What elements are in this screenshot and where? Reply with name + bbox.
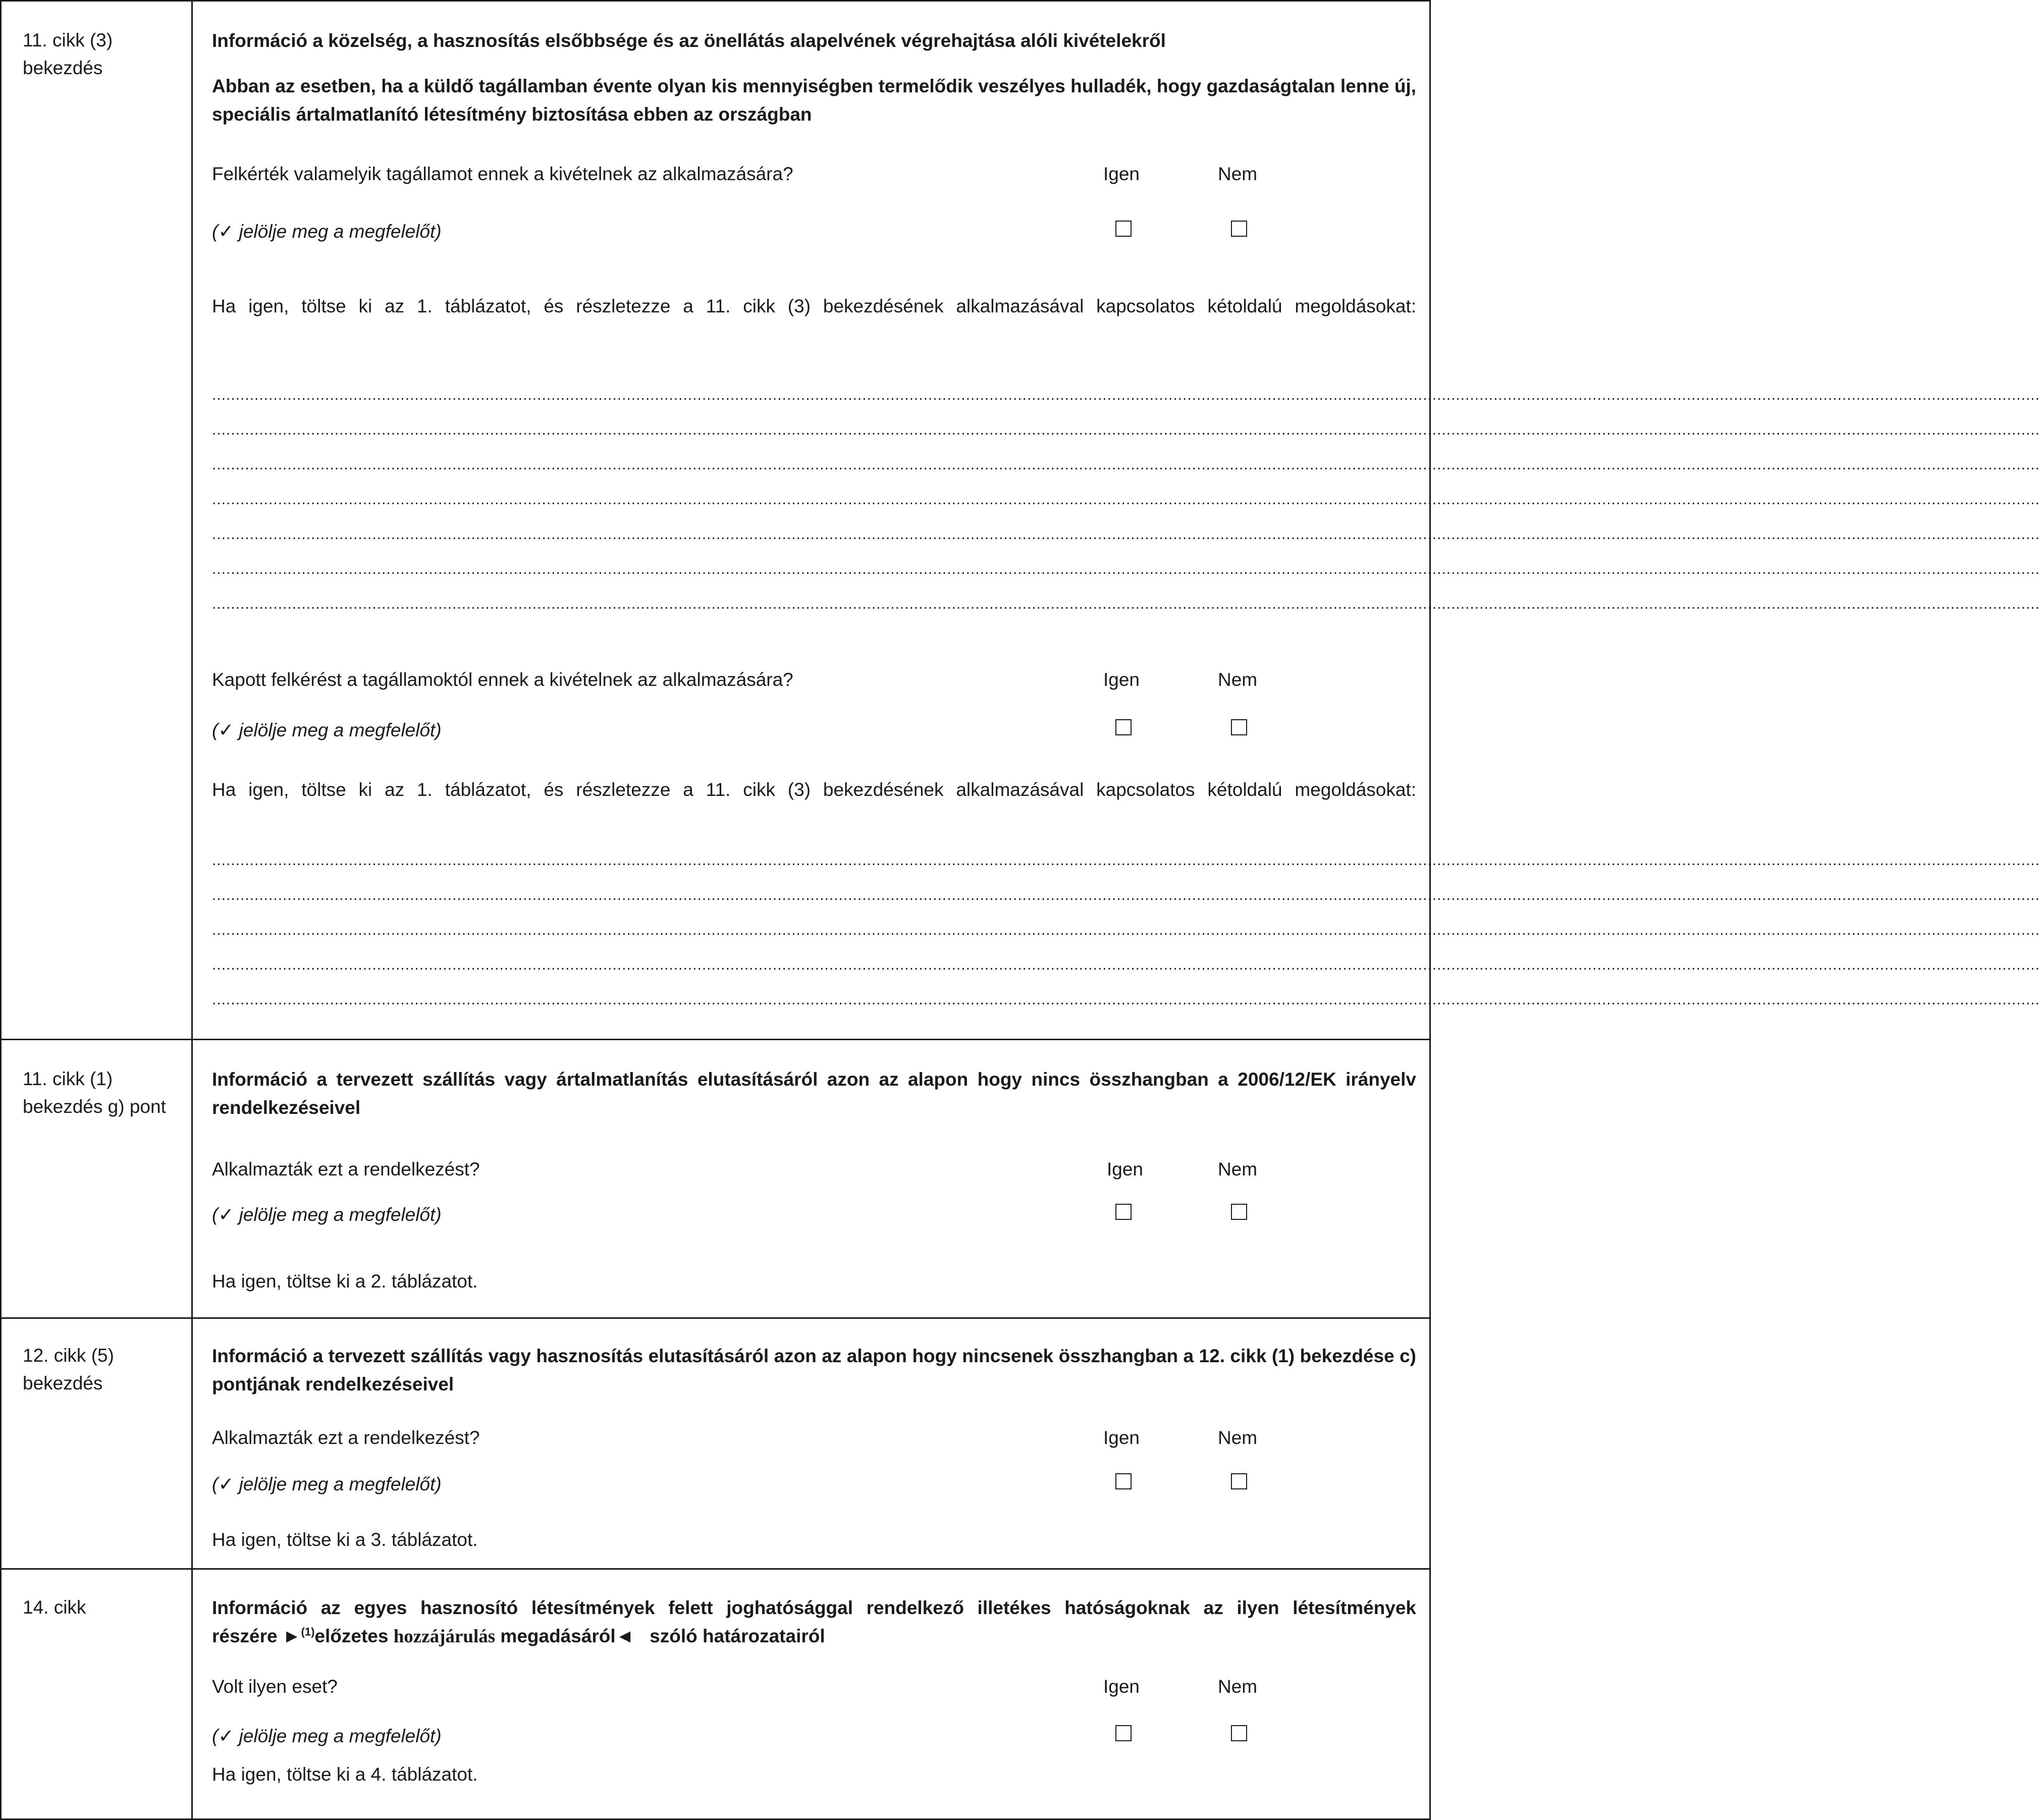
hint-text: (✓ jelölje meg a megfelelőt): [212, 1726, 442, 1746]
section-heading: Információ a közelség, a hasznosítás elsőbbsége és az önellátás alapelvének végrehajtása alóli kivételekről: [212, 30, 1166, 51]
hint-text: (✓ jelölje meg a megfelelőt): [212, 1474, 442, 1494]
yes-checkbox[interactable]: [1115, 221, 1132, 237]
answer-line[interactable]: ....................................................................................................................................................................................................................................................................................................................................................................................................: [212, 526, 2040, 543]
yes-checkbox[interactable]: [1115, 1473, 1132, 1489]
question-1: Felkérték valamelyik tagállamot ennek a kivételnek az alkalmazására?: [212, 164, 793, 184]
detail-instruction: Ha igen, töltse ki az 1. táblázatot, és részletezze a 11. cikk (3) bekezdésének alkalmazásával kapcsolatos kétoldalú megoldásokat:: [212, 296, 1416, 316]
hint-text: (✓ jelölje meg a megfelelőt): [212, 720, 442, 740]
question: Alkalmazták ezt a rendelkezést?: [212, 1159, 480, 1180]
answer-line[interactable]: ....................................................................................................................................................................................................................................................................................................................................................................................................: [212, 922, 2040, 938]
answer-line[interactable]: ....................................................................................................................................................................................................................................................................................................................................................................................................: [212, 887, 2040, 903]
section-14: [2, 1570, 1429, 1820]
checkmark-icon: ✓: [218, 1204, 234, 1225]
amendment-start-marker: ►: [282, 1625, 301, 1646]
no-checkbox[interactable]: [1231, 719, 1247, 735]
section-ref: 11. cikk (1) bekezdés g) pont: [23, 1068, 166, 1117]
no-checkbox[interactable]: [1231, 1725, 1247, 1741]
no-label: Nem: [1218, 164, 1258, 184]
section-11-1-g: [2, 1040, 1429, 1319]
question-2: Kapott felkérést a tagállamoktól ennek a kivételnek az alkalmazására?: [212, 669, 793, 690]
no-label: Nem: [1218, 669, 1258, 690]
section-11-3: [2, 2, 2040, 1040]
no-checkbox[interactable]: [1231, 1473, 1247, 1489]
followup-instruction: Ha igen, töltse ki a 2. táblázatot.: [212, 1271, 478, 1292]
column-divider: [191, 1570, 193, 1820]
followup-instruction: Ha igen, töltse ki a 3. táblázatot.: [212, 1529, 478, 1550]
followup-instruction: Ha igen, töltse ki a 4. táblázatot.: [212, 1764, 478, 1785]
hint-text: (✓ jelölje meg a megfelelőt): [212, 1204, 442, 1225]
answer-line[interactable]: ....................................................................................................................................................................................................................................................................................................................................................................................................: [212, 387, 2040, 403]
checkmark-icon: ✓: [218, 221, 234, 242]
section-ref: 12. cikk (5) bekezdés: [23, 1345, 114, 1394]
section-heading: Információ a tervezett szállítás vagy hasznosítás elutasításáról azon az alapon hogy nincsenek összhangban a 12. cikk (1) bekezdése c) pontjának rendelkezéseivel: [212, 1346, 1416, 1395]
amendment-footnote: (1): [301, 1625, 315, 1638]
section-subheading: Abban az esetben, ha a küldő tagállamban évente olyan kis mennyiségben termelődik veszélyes hulladék, hogy gazdaságtalan lenne új, speciális ártalmatlanító létesítmény biztosítása ebben az országban: [212, 76, 1416, 125]
checkmark-icon: ✓: [218, 720, 234, 740]
yes-checkbox[interactable]: [1115, 1204, 1132, 1220]
answer-line[interactable]: ....................................................................................................................................................................................................................................................................................................................................................................................................: [212, 596, 2040, 612]
question: Volt ilyen eset?: [212, 1676, 338, 1697]
section-heading: [212, 1594, 1416, 1650]
answer-line[interactable]: ....................................................................................................................................................................................................................................................................................................................................................................................................: [212, 491, 2040, 508]
no-label: Nem: [1218, 1676, 1258, 1697]
detail-instruction: Ha igen, töltse ki az 1. táblázatot, és részletezze a 11. cikk (3) bekezdésének alkalmazásával kapcsolatos kétoldalú megoldásokat:: [212, 779, 1416, 800]
heading-line-2: részére ►$^{(1)}$előzetes hozzájárulás megadásáról◄ szóló határozatairól: [212, 1625, 825, 1647]
heading-line-1: Információ az egyes hasznosító létesítmények felett joghatósággal rendelkező illetékes hatóságoknak az ilyen létesítmények: [212, 1597, 1416, 1618]
no-checkbox[interactable]: [1231, 221, 1247, 237]
section-ref: 14. cikk: [23, 1597, 86, 1618]
answer-line[interactable]: ....................................................................................................................................................................................................................................................................................................................................................................................................: [212, 561, 2040, 577]
column-divider: [191, 2, 193, 1039]
yes-label: Igen: [1103, 164, 1140, 184]
yes-label: Igen: [1103, 1427, 1140, 1448]
no-label: Nem: [1218, 1427, 1258, 1448]
column-divider: [191, 1319, 193, 1568]
column-divider: [191, 1040, 193, 1317]
section-12-5: [2, 1319, 1429, 1570]
answer-line[interactable]: ....................................................................................................................................................................................................................................................................................................................................................................................................: [212, 421, 2040, 438]
answer-line[interactable]: ....................................................................................................................................................................................................................................................................................................................................................................................................: [212, 991, 2040, 1008]
yes-label: Igen: [1103, 669, 1140, 690]
checkmark-icon: ✓: [218, 1474, 234, 1494]
checkmark-icon: ✓: [218, 1726, 234, 1746]
section-ref: 11. cikk (3) bekezdés: [23, 30, 113, 78]
hint-text: (✓ jelölje meg a megfelelőt): [212, 221, 442, 242]
amendment-end-marker: ◄: [615, 1625, 634, 1646]
answer-line[interactable]: ....................................................................................................................................................................................................................................................................................................................................................................................................: [212, 852, 2040, 869]
yes-label: Igen: [1107, 1159, 1144, 1180]
yes-checkbox[interactable]: [1115, 719, 1132, 735]
answer-line[interactable]: ....................................................................................................................................................................................................................................................................................................................................................................................................: [212, 956, 2040, 973]
no-label: Nem: [1218, 1159, 1258, 1180]
section-heading: Információ a tervezett szállítás vagy ártalmatlanítás elutasításáról azon az alapon hogy nincs összhangban a 2006/12/EK irányelv rendelkezéseivel: [212, 1069, 1416, 1118]
yes-checkbox[interactable]: [1115, 1725, 1132, 1741]
answer-line[interactable]: ....................................................................................................................................................................................................................................................................................................................................................................................................: [212, 456, 2040, 473]
no-checkbox[interactable]: [1231, 1204, 1247, 1220]
question: Alkalmazták ezt a rendelkezést?: [212, 1427, 480, 1448]
yes-label: Igen: [1103, 1676, 1140, 1697]
